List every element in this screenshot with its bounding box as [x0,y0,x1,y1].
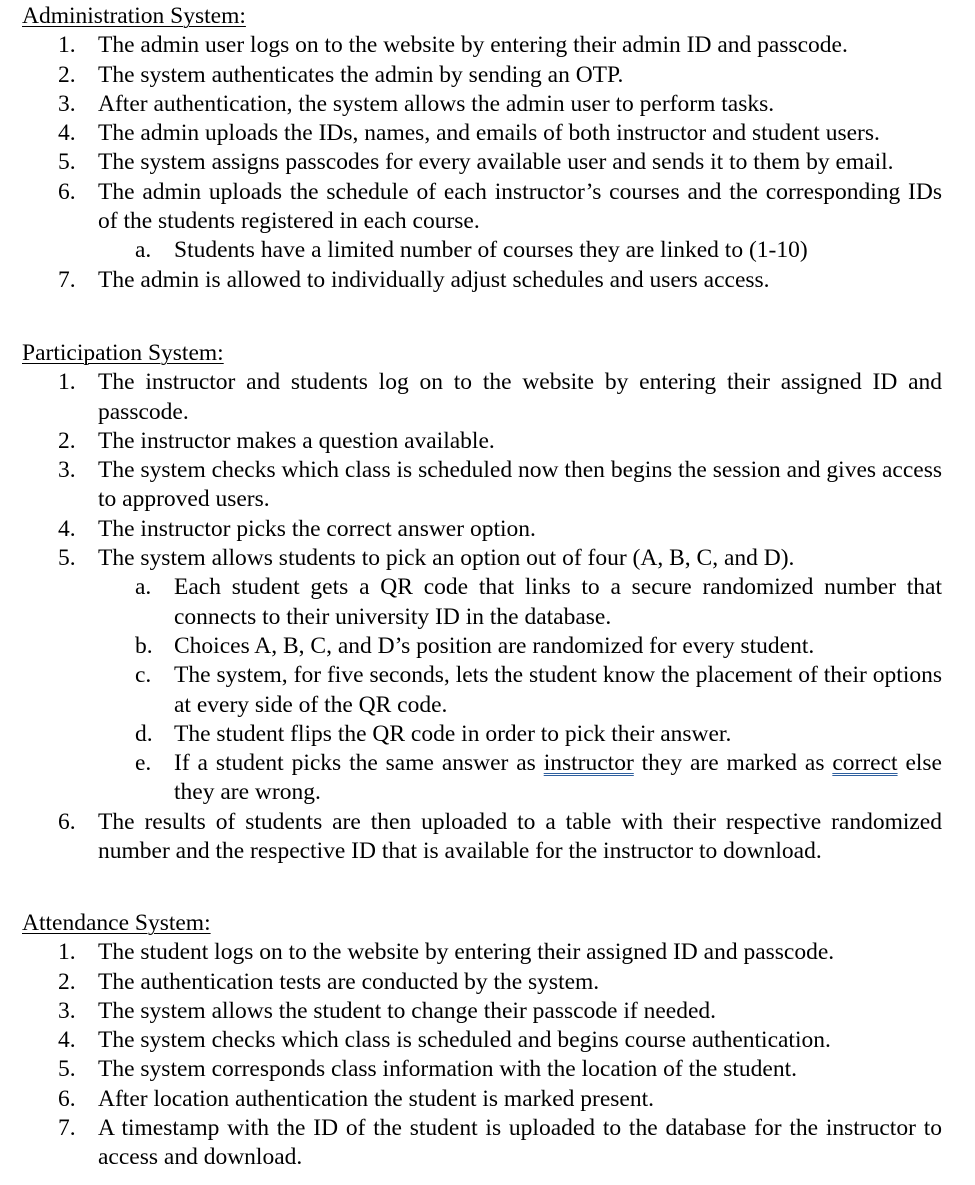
list-item-text: The system allows the student to change their passcode if needed. [98,997,716,1024]
list-item-text: If a student picks the same answer as [174,750,544,777]
administration-list [22,31,942,295]
list-item [22,61,942,90]
list-item-text: The system checks which class is scheduled now then begins the session and gives access to approved users. [98,457,942,513]
list-marker: 6. [58,178,76,205]
attendance-section [22,909,942,1173]
list-item [22,515,942,544]
list-marker: c. [135,662,152,689]
list-marker: 2. [58,968,76,995]
list-marker: 4. [58,120,76,147]
list-item-text: After location authentication the student is marked present. [98,1085,654,1112]
list-item-text: The authentication tests are conducted by the system. [98,968,600,995]
list-marker: 4. [58,1027,76,1054]
list-marker: 7. [58,266,76,293]
list-marker: 5. [58,1056,76,1083]
attendance-list [22,938,942,1172]
list-marker: 7. [58,1115,76,1142]
list-item [22,968,942,997]
list-item [22,1114,942,1173]
list-item [22,368,942,427]
list-marker: 1. [58,369,76,396]
list-item-text: The system corresponds class information with the location of the student. [98,1056,797,1083]
list-item [22,31,942,60]
list-item [22,544,942,573]
list-marker: 3. [58,90,76,117]
list-item-text: The student flips the QR code in order to pick their answer. [174,720,732,747]
list-item-text: The instructor and students log on to the website by entering their assigned ID and passcode. [98,369,942,425]
list-item-text: The instructor picks the correct answer option. [98,515,536,542]
list-marker: 1. [58,939,76,966]
participation-list [22,368,942,866]
list-item-text: Students have a limited number of courses they are linked to (1-10) [174,237,808,264]
list-item-text: Each student gets a QR code that links to a secure randomized number that connects to their university ID in the database. [174,574,942,630]
list-item-text: they are marked as [633,750,833,777]
list-marker: 6. [58,1085,76,1112]
list-item-text: The admin is allowed to individually adjust schedules and users access. [98,266,770,293]
list-marker: 3. [58,457,76,484]
list-item [22,90,942,119]
list-item [22,938,942,967]
list-item [22,119,942,148]
list-item-text: The system checks which class is scheduled and begins course authentication. [98,1027,831,1054]
list-item-text: A timestamp with the ID of the student is uploaded to the database for the instructor to access and download. [98,1115,942,1171]
list-item [22,178,942,237]
list-item [22,456,942,515]
sub-list-item [22,573,942,632]
list-item [22,1085,942,1114]
spellcheck-flagged-word: correct [832,750,898,777]
list-marker: b. [135,632,153,659]
list-item-text: The system, for five seconds, lets the student know the placement of their options at every side of the QR code. [174,662,942,718]
administration-section [22,2,942,295]
list-item [22,1055,942,1084]
list-item-text: The system allows students to pick an option out of four (A, B, C, and D). [98,545,795,572]
administration-heading: Administration System: [22,3,246,29]
list-item-text: The admin uploads the schedule of each instructor’s courses and the corresponding IDs of the students registered in each course. [98,178,942,235]
list-item [22,808,942,867]
list-marker: 1. [58,32,76,59]
sub-list-item [22,632,942,661]
list-marker: 5. [58,149,76,176]
list-marker: d. [135,720,153,747]
list-item [22,266,942,295]
list-item-text: The admin uploads the IDs, names, and emails of both instructor and student users. [98,120,880,147]
list-item-text: The student logs on to the website by entering their assigned ID and passcode. [98,939,835,966]
list-marker: a. [135,574,152,601]
list-item-text: else they are wrong. [174,750,942,806]
list-marker: a. [135,237,152,264]
list-marker: 5. [58,545,76,572]
list-item-text: The results of students are then uploaded to a table with their respective randomized number and the respective ID that is available for the instructor to download. [98,808,942,865]
sub-list-item [22,749,942,808]
participation-heading: Participation System: [22,340,224,366]
sub-list-item [22,720,942,749]
list-marker: 6. [58,808,76,835]
list-marker: e. [135,750,152,777]
sub-list-item [22,236,942,265]
spellcheck-flagged-word: instructor [543,750,634,777]
participation-section [22,339,942,866]
attendance-heading: Attendance System: [22,910,211,936]
list-item [22,148,942,177]
list-marker: 2. [58,61,76,88]
list-marker: 4. [58,515,76,542]
list-marker: 2. [58,427,76,454]
list-item-text: Choices A, B, C, and D’s position are randomized for every student. [174,632,815,659]
list-item [22,1026,942,1055]
list-item-text: After authentication, the system allows the admin user to perform tasks. [98,90,775,117]
list-marker: 3. [58,997,76,1024]
list-item-text: The system assigns passcodes for every available user and sends it to them by email. [98,149,894,176]
list-item-text: The admin user logs on to the website by entering their admin ID and passcode. [98,32,848,59]
sub-list-item [22,661,942,720]
list-item-text: The system authenticates the admin by sending an OTP. [98,61,624,88]
list-item-text: The instructor makes a question available. [98,427,495,454]
list-item [22,427,942,456]
list-item [22,997,942,1026]
